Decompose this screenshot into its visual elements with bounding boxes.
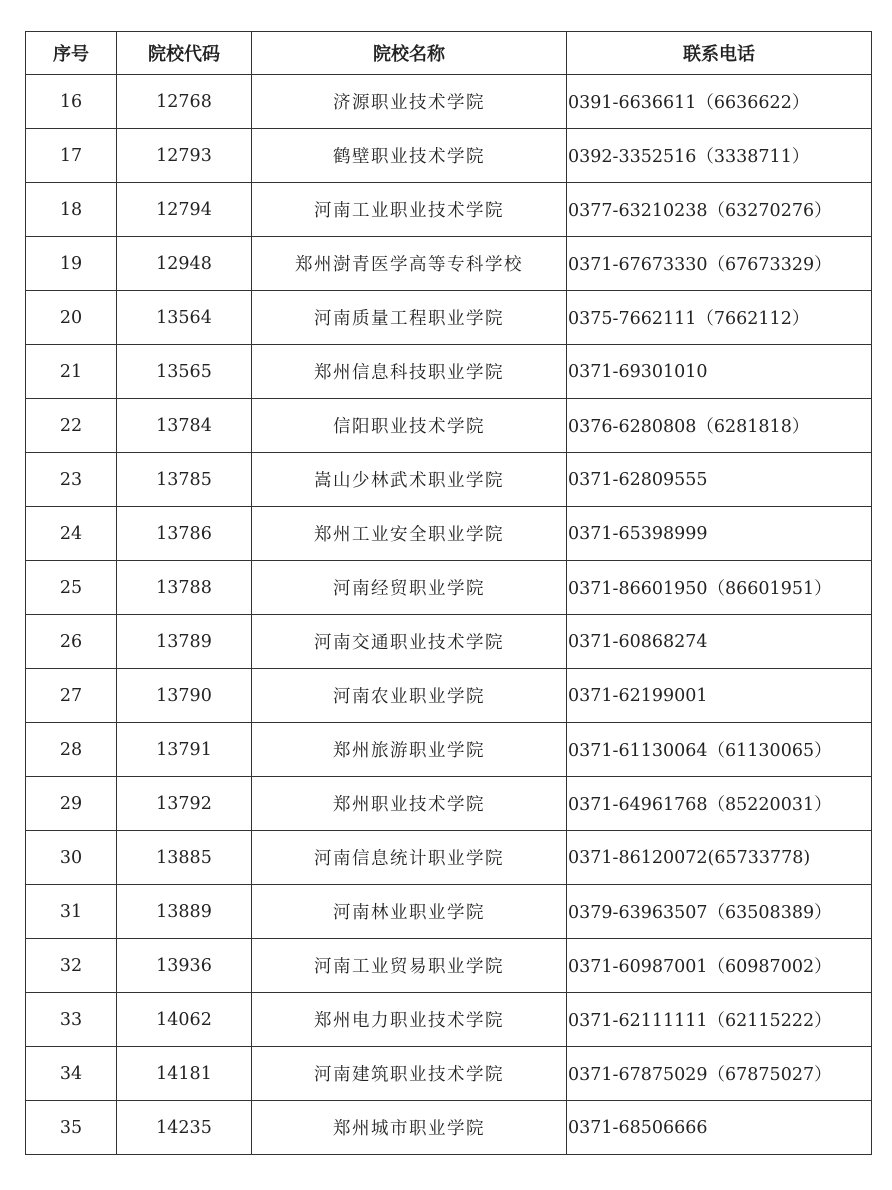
cell-code: 13885 [117, 831, 252, 885]
table-row [26, 561, 872, 615]
table-row [26, 399, 872, 453]
table-row [26, 183, 872, 237]
header-row [26, 32, 872, 75]
table-row [26, 1047, 872, 1101]
cell-phone: 0371-67673330（67673329） [567, 237, 872, 291]
header-code: 院校代码 [117, 32, 252, 75]
cell-name: 河南林业职业学院 [252, 885, 567, 939]
table-row [26, 777, 872, 831]
cell-code: 13785 [117, 453, 252, 507]
cell-index: 16 [26, 75, 117, 129]
cell-phone: 0371-69301010 [567, 345, 872, 399]
cell-name: 郑州电力职业技术学院 [252, 993, 567, 1047]
cell-index: 30 [26, 831, 117, 885]
table-row [26, 291, 872, 345]
table-body [26, 75, 872, 1155]
cell-code: 13788 [117, 561, 252, 615]
cell-index: 29 [26, 777, 117, 831]
cell-name: 嵩山少林武术职业学院 [252, 453, 567, 507]
table-row [26, 723, 872, 777]
table-row [26, 345, 872, 399]
cell-phone: 0371-60987001（60987002） [567, 939, 872, 993]
cell-index: 21 [26, 345, 117, 399]
cell-name: 河南农业职业学院 [252, 669, 567, 723]
table-row [26, 237, 872, 291]
cell-code: 13792 [117, 777, 252, 831]
colleges-table [25, 31, 872, 1155]
table-row [26, 831, 872, 885]
cell-code: 14062 [117, 993, 252, 1047]
cell-code: 13790 [117, 669, 252, 723]
table-row [26, 885, 872, 939]
cell-phone: 0371-65398999 [567, 507, 872, 561]
cell-phone: 0371-86601950（86601951） [567, 561, 872, 615]
table-row [26, 507, 872, 561]
cell-phone: 0371-62111111（62115222） [567, 993, 872, 1047]
table-row [26, 615, 872, 669]
cell-name: 河南工业贸易职业学院 [252, 939, 567, 993]
cell-code: 13784 [117, 399, 252, 453]
cell-index: 33 [26, 993, 117, 1047]
cell-code: 12793 [117, 129, 252, 183]
cell-code: 12768 [117, 75, 252, 129]
cell-name: 郑州旅游职业学院 [252, 723, 567, 777]
cell-index: 18 [26, 183, 117, 237]
table-row [26, 129, 872, 183]
cell-name: 河南建筑职业技术学院 [252, 1047, 567, 1101]
cell-code: 14181 [117, 1047, 252, 1101]
cell-code: 14235 [117, 1101, 252, 1155]
table-row [26, 939, 872, 993]
header-name: 院校名称 [252, 32, 567, 75]
cell-name: 鹤壁职业技术学院 [252, 129, 567, 183]
cell-name: 郑州澍青医学高等专科学校 [252, 237, 567, 291]
cell-phone: 0371-68506666 [567, 1101, 872, 1155]
cell-index: 25 [26, 561, 117, 615]
cell-phone: 0376-6280808（6281818） [567, 399, 872, 453]
cell-phone: 0371-62809555 [567, 453, 872, 507]
cell-index: 22 [26, 399, 117, 453]
header-phone: 联系电话 [567, 32, 872, 75]
cell-name: 河南交通职业技术学院 [252, 615, 567, 669]
cell-code: 13786 [117, 507, 252, 561]
cell-name: 郑州信息科技职业学院 [252, 345, 567, 399]
cell-index: 17 [26, 129, 117, 183]
cell-index: 20 [26, 291, 117, 345]
cell-code: 13789 [117, 615, 252, 669]
cell-name: 郑州职业技术学院 [252, 777, 567, 831]
cell-phone: 0371-60868274 [567, 615, 872, 669]
cell-index: 31 [26, 885, 117, 939]
cell-phone: 0371-61130064（61130065） [567, 723, 872, 777]
cell-index: 28 [26, 723, 117, 777]
cell-phone: 0371-64961768（85220031） [567, 777, 872, 831]
cell-phone: 0375-7662111（7662112） [567, 291, 872, 345]
cell-index: 23 [26, 453, 117, 507]
cell-index: 34 [26, 1047, 117, 1101]
table-header [26, 32, 872, 75]
cell-phone: 0392-3352516（3338711） [567, 129, 872, 183]
table-row [26, 75, 872, 129]
cell-name: 河南质量工程职业学院 [252, 291, 567, 345]
table-row [26, 669, 872, 723]
cell-phone: 0371-86120072(65733778) [567, 831, 872, 885]
header-index: 序号 [26, 32, 117, 75]
cell-index: 32 [26, 939, 117, 993]
cell-code: 12948 [117, 237, 252, 291]
cell-name: 济源职业技术学院 [252, 75, 567, 129]
cell-name: 河南经贸职业学院 [252, 561, 567, 615]
cell-phone: 0371-67875029（67875027） [567, 1047, 872, 1101]
cell-name: 河南信息统计职业学院 [252, 831, 567, 885]
cell-phone: 0391-6636611（6636622） [567, 75, 872, 129]
cell-code: 12794 [117, 183, 252, 237]
cell-code: 13791 [117, 723, 252, 777]
cell-name: 郑州城市职业学院 [252, 1101, 567, 1155]
table-row [26, 453, 872, 507]
cell-index: 19 [26, 237, 117, 291]
cell-name: 郑州工业安全职业学院 [252, 507, 567, 561]
cell-name: 信阳职业技术学院 [252, 399, 567, 453]
cell-index: 24 [26, 507, 117, 561]
cell-phone: 0379-63963507（63508389） [567, 885, 872, 939]
cell-index: 35 [26, 1101, 117, 1155]
cell-phone: 0371-62199001 [567, 669, 872, 723]
cell-code: 13936 [117, 939, 252, 993]
table-row [26, 993, 872, 1047]
cell-index: 27 [26, 669, 117, 723]
cell-code: 13565 [117, 345, 252, 399]
cell-code: 13889 [117, 885, 252, 939]
cell-code: 13564 [117, 291, 252, 345]
table-row [26, 1101, 872, 1155]
cell-phone: 0377-63210238（63270276） [567, 183, 872, 237]
cell-name: 河南工业职业技术学院 [252, 183, 567, 237]
cell-index: 26 [26, 615, 117, 669]
